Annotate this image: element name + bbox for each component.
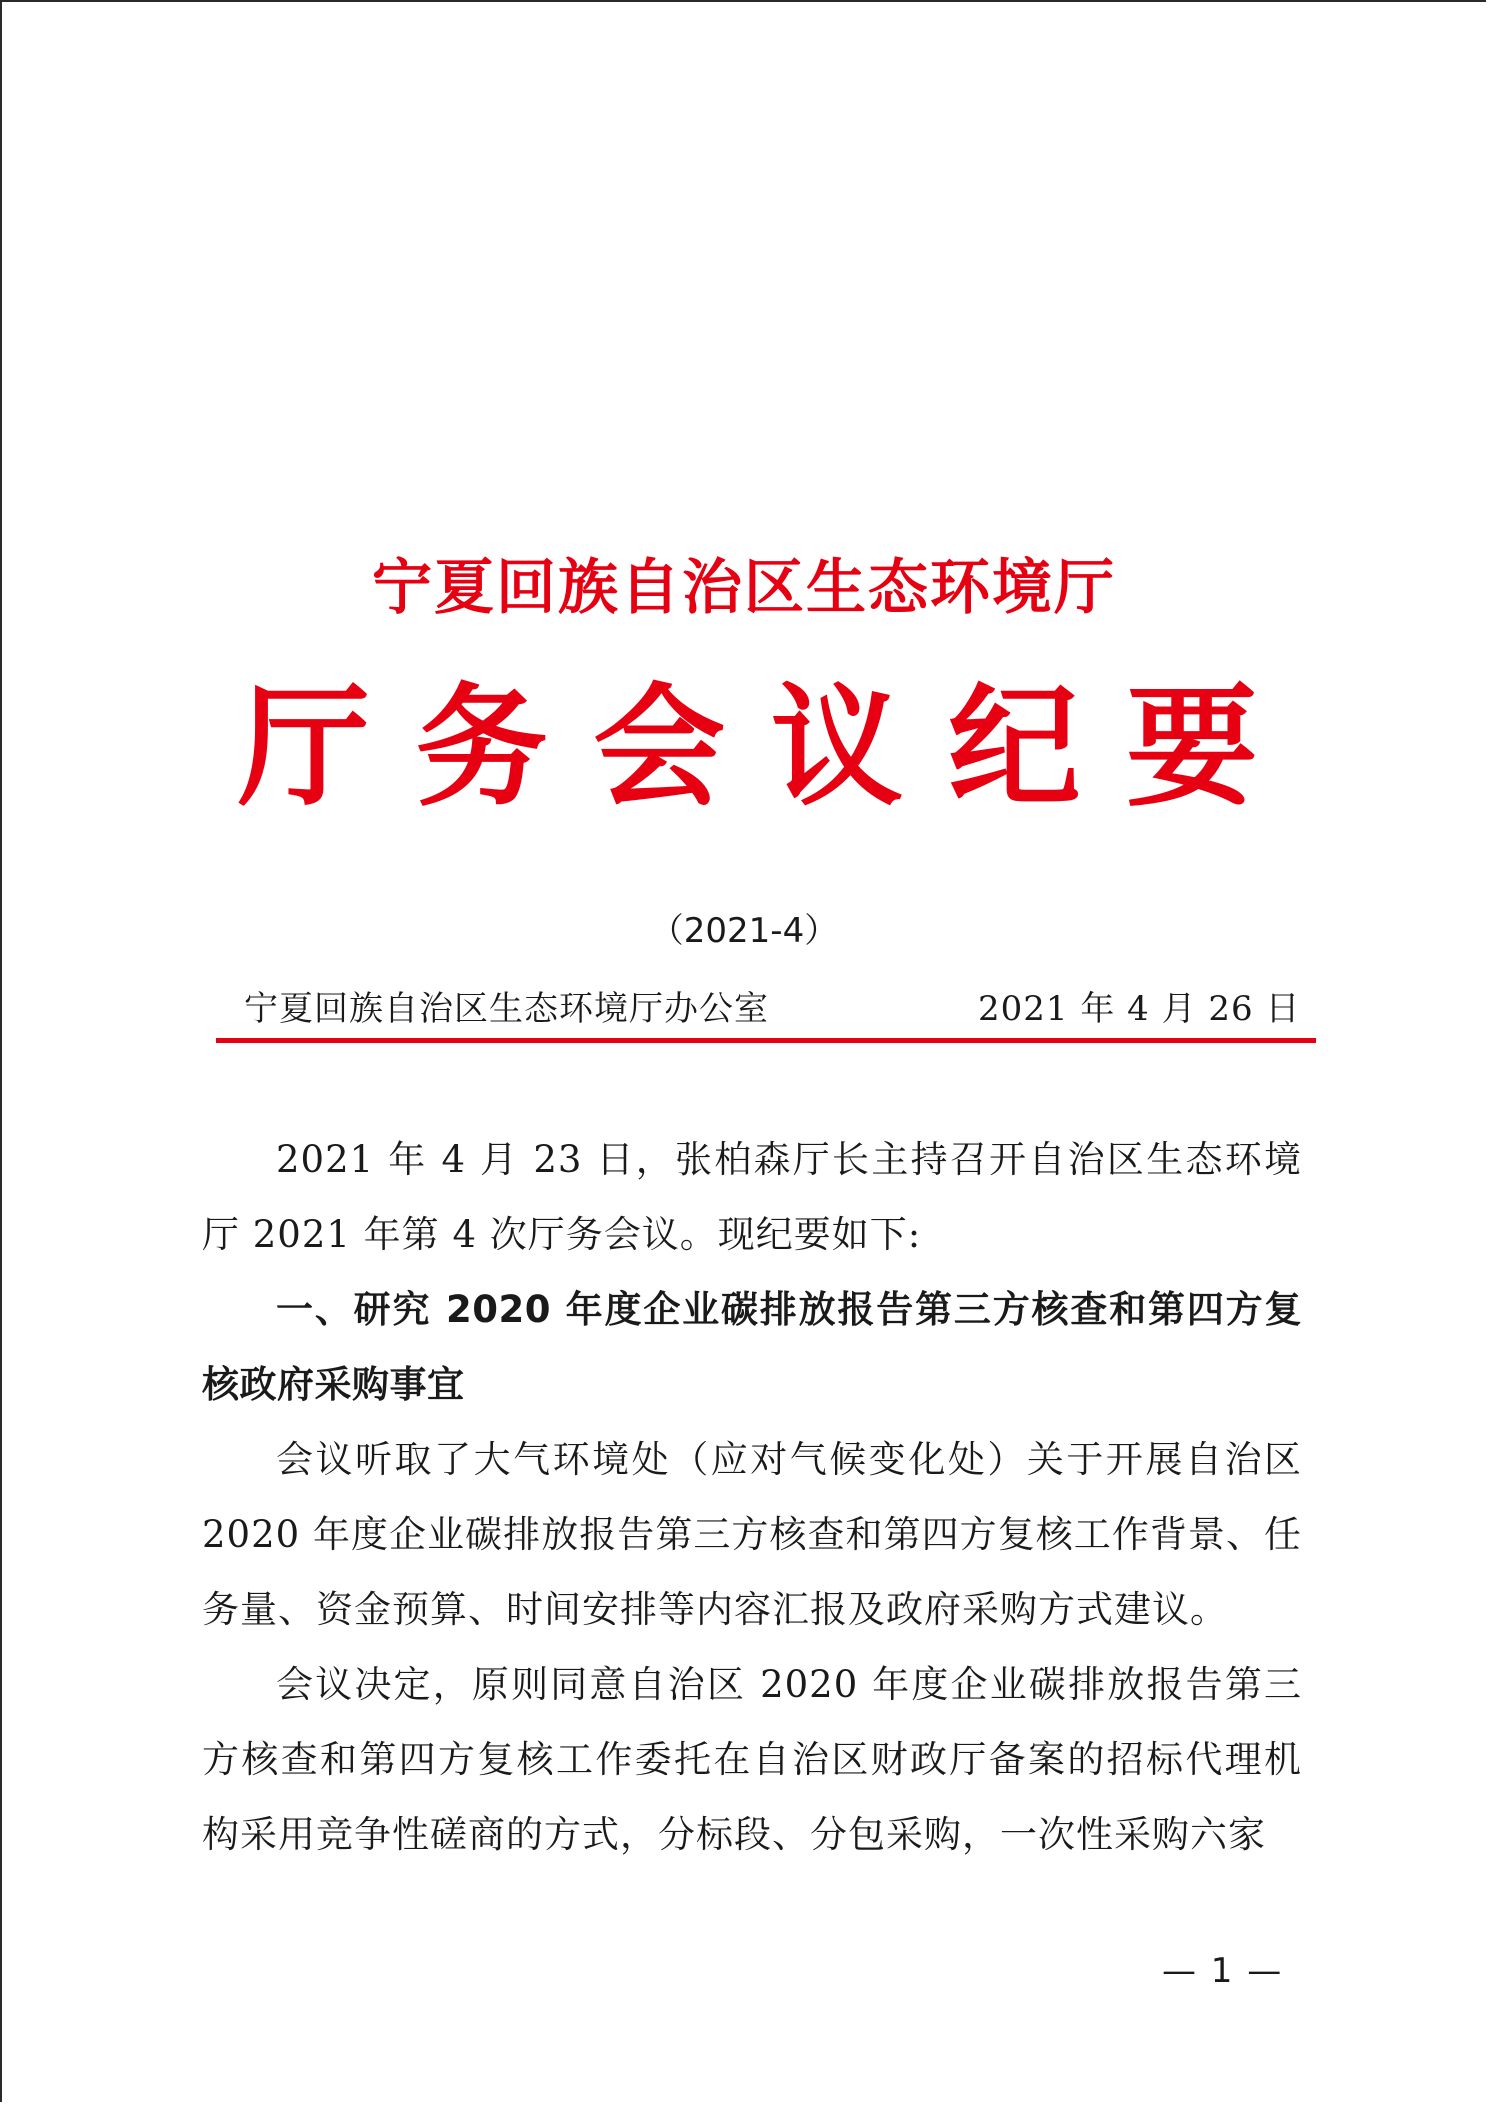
document-number: （2021-4） [649, 911, 839, 951]
body-paragraph: 会议听取了大气环境处（应对气候变化处）关于开展自治区 2020 年度企业碳排放报告第三方核查和第四方复核工作背景、任务量、资金预算、时间安排等内容汇报及政府采购方式建议。 [202, 1438, 1302, 1631]
intro-paragraph: 2021 年 4 月 23 日，张柏森厅长主持召开自治区生态环境厅 2021 年第 4 次厅务会议。现纪要如下: [202, 1138, 1302, 1256]
section-heading: 一、研究 2020 年度企业碳排放报告第三方核查和第四方复核政府采购事宜 [202, 1288, 1302, 1406]
document-title [238, 668, 1258, 828]
issue-date: 2021 年 4 月 26 日 [978, 989, 1301, 1029]
document-body [202, 1122, 1302, 1872]
doc-title-char: 厅 [238, 670, 370, 825]
red-divider-line [216, 1038, 1316, 1043]
doc-title-char: 务 [415, 670, 548, 825]
org-title: 宁夏回族自治区生态环境厅 [372, 553, 1116, 623]
doc-title-char: 会 [593, 670, 726, 825]
issuing-office: 宁夏回族自治区生态环境厅办公室 [244, 989, 769, 1029]
doc-title-char: 纪 [948, 670, 1081, 825]
doc-title-char: 要 [1125, 670, 1258, 825]
body-paragraph: 会议决定，原则同意自治区 2020 年度企业碳排放报告第三方核查和第四方复核工作委托在自治区财政厅备案的招标代理机构采用竞争性磋商的方式，分标段、分包采购，一次性采购六家 [202, 1663, 1302, 1856]
doc-title-char: 议 [770, 670, 903, 825]
page-number: — 1 — [1162, 1951, 1284, 1991]
